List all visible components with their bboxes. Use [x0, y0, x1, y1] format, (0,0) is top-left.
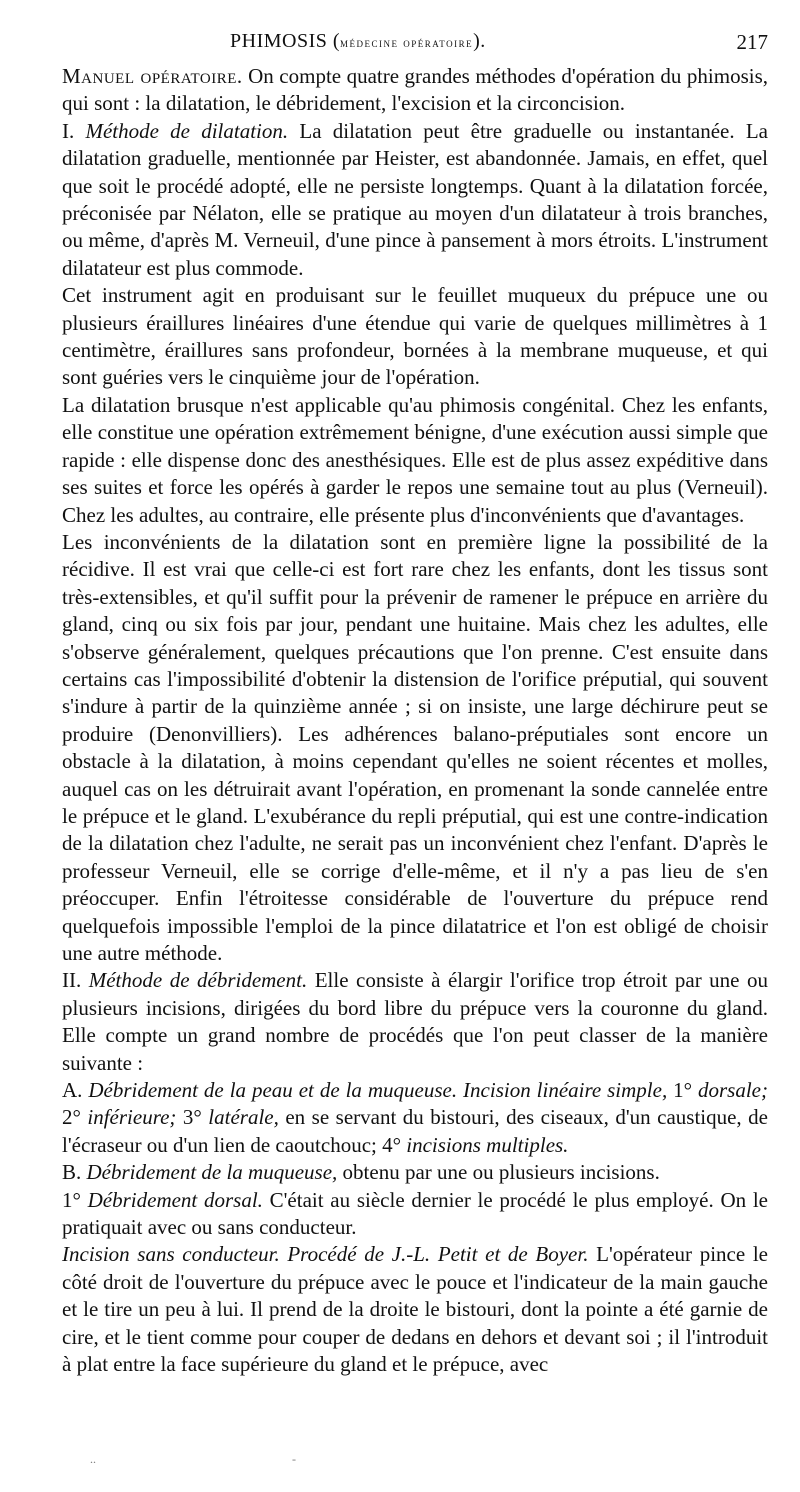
paragraph-text: La dilatation brusque n'est applicable qu'au phimosis congénital. Chez les enfants, elle constitue une opération extrêmement bénigne, d'une exécution aussi simple que rapide : elle dispense donc des anesthésiques. Elle est de plus assez expéditive dans ses suites et force les opérés à garder le repos une semaine tout au plus (Verneuil). Chez les adultes, au contraire, elle présente plus d'inconvénients que d'avantages. — [62, 392, 768, 527]
paragraph-inconvenients — [62, 529, 768, 968]
paragraph-text: Les inconvénients de la dilatation sont en première ligne la possibilité de la récidive. Il est vrai que celle-ci est fort rare chez les enfants, dont les tissus sont très-extensibles, et qu'il suffit pour la prévenir de ramener le prépuce en arrière du gland, cinq ou six fois par jour, pendant une huitaine. Mais chez les adultes, elle s'observe généralement, quelques précautions que l'on prenne. C'est ensuite dans certains cas l'impossibilité d'obtenir la distension de l'orifice préputial, qui souvent s'indure à partir de la quinzième année ; si on insiste, une large déchirure peut se produire (Denonvilliers). Les adhérences balano-préputiales sont encore un obstacle à la dilatation, à moins cependant qu'elles ne soient récentes et molles, auquel cas on les détruirait avant l'opération, en promenant la sonde cannelée entre le prépuce et le gland. L'exubérance du repli préputial, qui est une contre-indication de la dilatation chez l'adulte, ne serait pas un inconvénient chez l'enfant. D'après le professeur Verneuil, elle se corrige d'elle-même, et il n'y a pas lieu de s'en préoccuper. Enfin l'étroitesse considérable de l'ouverture du prépuce rend quelquefois impossible l'emploi de la pince dilatatrice et l'on est obligé de choisir une autre méthode. — [62, 529, 768, 965]
paragraph-text: L'opérateur pince le côté droit de l'ouverture du prépuce avec le pouce et l'indicateur de la main gauche et le tire un peu à lui. Il prend de la droite le bistouri, dont la pointe a été garnie de cire, et le tient comme pour couper de dedans en dehors et devant soi ; il l'introduit à plat entre la face supérieure du gland et le prépuce, avec — [62, 1242, 768, 1377]
list-number: 2° — [62, 1105, 88, 1130]
paragraph-dilatation-brusque — [62, 392, 768, 529]
list-marker: B. — [62, 1160, 87, 1185]
paragraph-text: en se servant du bistouri, des ciseaux, d'un caustique, de l'écraseur ou d'un lien de caoutchouc; 4° — [62, 1105, 768, 1157]
running-title-close: ). — [473, 30, 486, 52]
list-heading: Débridement de la peau et de la muqueuse. — [88, 1078, 458, 1103]
section-number: II. — [62, 968, 89, 993]
list-marker: A. — [62, 1078, 89, 1103]
list-heading: Incision sans conducteur. — [62, 1242, 280, 1267]
list-heading: Débridement dorsal. — [87, 1187, 263, 1212]
paragraph-debridement-dorsal — [62, 1187, 768, 1242]
running-title-open: ( — [327, 30, 341, 52]
list-number: 1° — [667, 1078, 698, 1103]
paragraph-methode-debridement — [62, 967, 768, 1077]
paragraph-instrument — [62, 282, 768, 392]
list-term: incisions multiples. — [406, 1132, 569, 1157]
paragraph-text: La dilatation peut être graduelle ou instantanée. La dilatation graduelle, mentionnée par Heister, est abandonnée. Jamais, en effet, quel que soit le procédé adopté, elle ne persiste longtemps. Quant à la dilatation forcée, préconisée par Nélaton, elle se pratique au moyen d'un dilatateur à trois branches, ou même, d'après M. Verneuil, d'une pince à pansement à mors étroits. L'instrument dilatateur est plus commode. — [62, 118, 768, 280]
list-subheading: Procédé de J.-L. Petit et de Boyer. — [279, 1242, 589, 1267]
paragraph-list-b — [62, 1159, 768, 1186]
page-number: 217 — [736, 30, 768, 54]
footer-mark: .. — [90, 1452, 96, 1466]
body-text — [62, 63, 768, 1379]
list-term: inférieure; — [87, 1105, 177, 1130]
section-heading: Méthode de dilatation. — [85, 118, 289, 143]
list-subheading: Incision linéaire simple, — [457, 1078, 668, 1103]
paragraph-text: C'était au siècle dernier le procédé le plus employé. On le pratiquait avec ou sans conducteur. — [62, 1187, 768, 1240]
paragraph-manuel-operatoire — [62, 63, 768, 118]
list-term: latérale, — [208, 1105, 279, 1130]
paragraph-text: Elle consiste à élargir l'orifice trop étroit par une ou plusieurs incisions, dirigées du bord libre du prépuce vers la couronne du gland. Elle compte un grand nombre de procédés que l'on peut classer de la manière suivante : — [62, 968, 768, 1075]
section-number: I. — [62, 118, 86, 143]
section-heading: Méthode de débridement. — [88, 968, 308, 993]
list-number: 1° — [62, 1187, 88, 1212]
list-term: dorsale; — [698, 1078, 768, 1103]
list-number: 3° — [176, 1105, 209, 1130]
footer-mark: - — [292, 1452, 296, 1466]
list-heading: Débridement de la muqueuse, — [86, 1160, 338, 1185]
paragraph-list-a — [62, 1077, 768, 1159]
running-title-main: PHIMOSIS — [230, 30, 328, 52]
running-title — [230, 30, 486, 53]
paragraph-incision-sans-conducteur — [62, 1241, 768, 1378]
running-title-sub: médecine opératoire — [340, 35, 474, 50]
paragraph-text: obtenu par une ou plusieurs incisions. — [337, 1160, 660, 1185]
paragraph-text: On compte quatre grandes méthodes d'opération du phimosis, qui sont : la dilatation, le débridement, l'excision et la circoncision. — [62, 64, 768, 116]
section-lead: Manuel opératoire. — [62, 64, 243, 88]
running-header — [62, 30, 768, 60]
paragraph-methode-dilatation — [62, 118, 768, 282]
paragraph-text: Cet instrument agit en produisant sur le feuillet muqueux du prépuce une ou plusieurs éraillures linéaires d'une étendue qui varie de quelques millimètres à 1 centimètre, éraillures sans profondeur, bornées à la membrane muqueuse, et qui sont guéries vers le cinquième jour de l'opération. — [62, 283, 768, 390]
